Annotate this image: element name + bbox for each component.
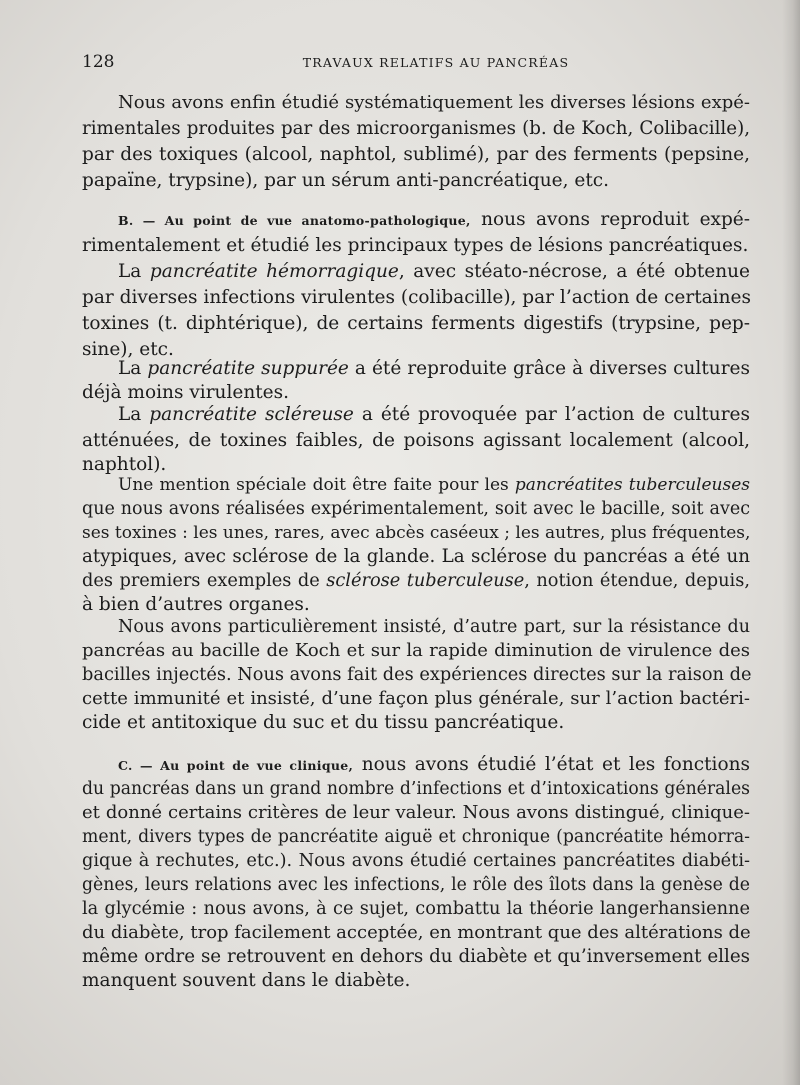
text-line: la glycémie : nous avons, à ce sujet, combattu la théorie langerhansienne <box>82 899 750 919</box>
text-line: ses toxines : les unes, rares, avec abcès caséeux ; les autres, plus fréquentes, <box>82 523 751 543</box>
text-fragment: nous avons reproduit expé- <box>470 209 750 230</box>
text-line <box>82 568 750 594</box>
text-fragment: La <box>118 404 150 425</box>
text-fragment: , notion étendue, depuis, <box>524 571 750 591</box>
text-line: naphtol). <box>82 454 167 475</box>
section-b-label: B. — Au point de vue anatomo-pathologique, <box>118 213 471 228</box>
text-line: rimentales produites par des microorganismes (b. de Koch, Colibacille), <box>82 118 750 139</box>
text-fragment: La <box>118 261 150 282</box>
text-line: papaïne, trypsine), par un sérum anti-pancréatique, etc. <box>82 170 609 191</box>
text-fragment: nous avons étudié l’état et les fonctions <box>353 754 750 775</box>
text-fragment: a été reproduite grâce à diverses cultures <box>348 358 750 379</box>
text-line: déjà moins virulentes. <box>82 382 289 403</box>
text-fragment: des premiers exemples de <box>82 571 327 591</box>
text-line <box>118 402 750 428</box>
text-line: du pancréas dans un grand nombre d’infections et d’intoxications générales <box>82 779 750 799</box>
text-line: par des toxiques (alcool, naphtol, sublimé), par des ferments (pepsine, <box>82 144 750 165</box>
text-line <box>118 356 750 382</box>
text-line: cide et antitoxique du suc et du tissu pancréatique. <box>82 712 565 733</box>
text-line: sine), etc. <box>82 339 174 360</box>
section-c-heading-line <box>118 752 750 778</box>
section-b-heading-line <box>118 207 750 233</box>
text-line: pancréas au bacille de Koch et sur la rapide diminution de virulence des <box>82 640 750 661</box>
text-line: ment, divers types de pancréatite aiguë et chronique (pancréatite hémorra- <box>82 827 750 847</box>
text-line: du diabète, trop facilement acceptée, en montrant que des altérations de <box>82 922 751 943</box>
text-line <box>118 472 750 498</box>
page-edge-shadow <box>782 0 800 1085</box>
text-line: même ordre se retrouvent en dehors du diabète et qu’inversement elles <box>82 946 750 967</box>
text-line: à bien d’autres organes. <box>82 594 310 615</box>
text-line: manquent souvent dans le diabète. <box>82 970 411 991</box>
text-line: par diverses infections virulentes (colibacille), par l’action de certaines <box>82 287 751 308</box>
italic-term: pancréatite suppurée <box>147 358 349 379</box>
text-line: toxines (t. diphtérique), de certains ferments digestifs (trypsine, pep- <box>82 313 750 334</box>
text-line: gènes, leurs relations avec les infections, le rôle des îlots dans la genèse de <box>82 875 750 895</box>
text-fragment: , avec stéato-nécrose, a été obtenue <box>398 261 750 282</box>
running-title: TRAVAUX RELATIFS AU PANCRÉAS <box>302 55 570 70</box>
text-line: atypiques, avec sclérose de la glande. La sclérose du pancréas a été un <box>82 546 750 567</box>
italic-term: pancréatite hémorragique <box>149 261 399 282</box>
text-line: et donné certains critères de leur valeur. Nous avons distingué, clinique- <box>82 802 750 823</box>
text-line: gique à rechutes, etc.). Nous avons étudié certaines pancréatites diabéti- <box>82 851 750 871</box>
running-header <box>82 52 750 72</box>
text-line: rimentalement et étudié les principaux types de lésions pancréatiques. <box>82 235 749 256</box>
section-c-label: C. — Au point de vue clinique, <box>118 758 354 773</box>
text-fragment: Une mention spéciale doit être faite pour les <box>118 475 515 495</box>
text-fragment: a été provoquée par l’action de cultures <box>353 404 750 425</box>
italic-term: pancréatites tuberculeuses <box>514 475 750 495</box>
text-line <box>118 259 750 285</box>
text-line: que nous avons réalisées expérimentalement, soit avec le bacille, soit avec <box>82 499 750 519</box>
page-number: 128 <box>82 52 115 72</box>
text-line: atténuées, de toxines faibles, de poisons agissant localement (alcool, <box>82 430 750 451</box>
italic-term: sclérose tuberculeuse <box>326 571 525 591</box>
text-fragment: La <box>118 358 148 379</box>
italic-term: pancréatite scléreuse <box>149 404 354 425</box>
text-line: Nous avons enfin étudié systématiquement les diverses lésions expé- <box>118 92 750 113</box>
text-line: bacilles injectés. Nous avons fait des expériences directes sur la raison de <box>82 665 752 685</box>
text-line: Nous avons particulièrement insisté, d’autre part, sur la résistance du <box>118 617 750 637</box>
text-line: cette immunité et insisté, d’une façon plus générale, sur l’action bactéri- <box>82 688 750 709</box>
